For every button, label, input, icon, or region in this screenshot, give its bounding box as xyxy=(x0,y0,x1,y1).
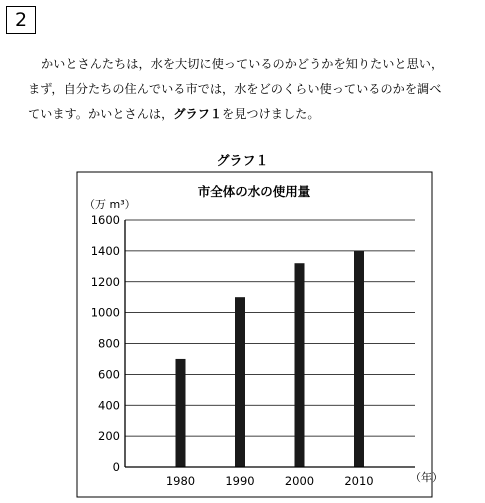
y-tick-label-1400: 1400 xyxy=(90,243,120,258)
question-line-3-post: を見つけました。 xyxy=(222,107,320,121)
y-tick-label-1000: 1000 xyxy=(90,305,120,320)
bar-2010 xyxy=(354,251,364,467)
x-tick-label-1980: 1980 xyxy=(165,474,196,488)
x-tick-label-2000: 2000 xyxy=(284,474,315,488)
question-line-1: かいとさんたちは，水を大切に使っているのかどうかを知りたいと思い， xyxy=(41,57,444,71)
y-tick-label-400: 400 xyxy=(98,398,120,413)
y-tick-label-0: 0 xyxy=(112,460,120,474)
x-tick-label-1990: 1990 xyxy=(225,474,255,488)
y-tick-label-1200: 1200 xyxy=(90,274,120,289)
y-tick-label-600: 600 xyxy=(98,367,120,382)
y-tick-label-200: 200 xyxy=(98,429,120,444)
x-axis-label: （年） xyxy=(410,471,443,484)
x-tick-label-2010: 2010 xyxy=(344,474,374,488)
graph-label: グラフ１ xyxy=(216,154,269,169)
y-tick-label-1600: 1600 xyxy=(90,213,120,227)
question-number: 2 xyxy=(6,6,36,34)
y-tick-labels xyxy=(91,213,120,474)
chart-title: 市全体の水の使用量 xyxy=(197,184,311,199)
question-line-3-bold: グラフ１ xyxy=(173,107,223,121)
x-tick-labels xyxy=(166,474,374,488)
question-line-2: まず，自分たちの住んでいる市では，水をどのくらい使っているのかを調べ xyxy=(28,82,442,96)
question-line-3-pre: ています。かいとさんは， xyxy=(28,107,174,121)
bar-1990 xyxy=(235,297,245,467)
y-tick-label-800: 800 xyxy=(98,336,120,351)
chart-frame xyxy=(77,172,432,497)
bars xyxy=(176,251,365,467)
gridlines xyxy=(125,220,415,436)
bar-1980 xyxy=(176,359,186,467)
y-axis-label: （万 m³） xyxy=(84,198,136,211)
bar-2000 xyxy=(295,263,305,467)
